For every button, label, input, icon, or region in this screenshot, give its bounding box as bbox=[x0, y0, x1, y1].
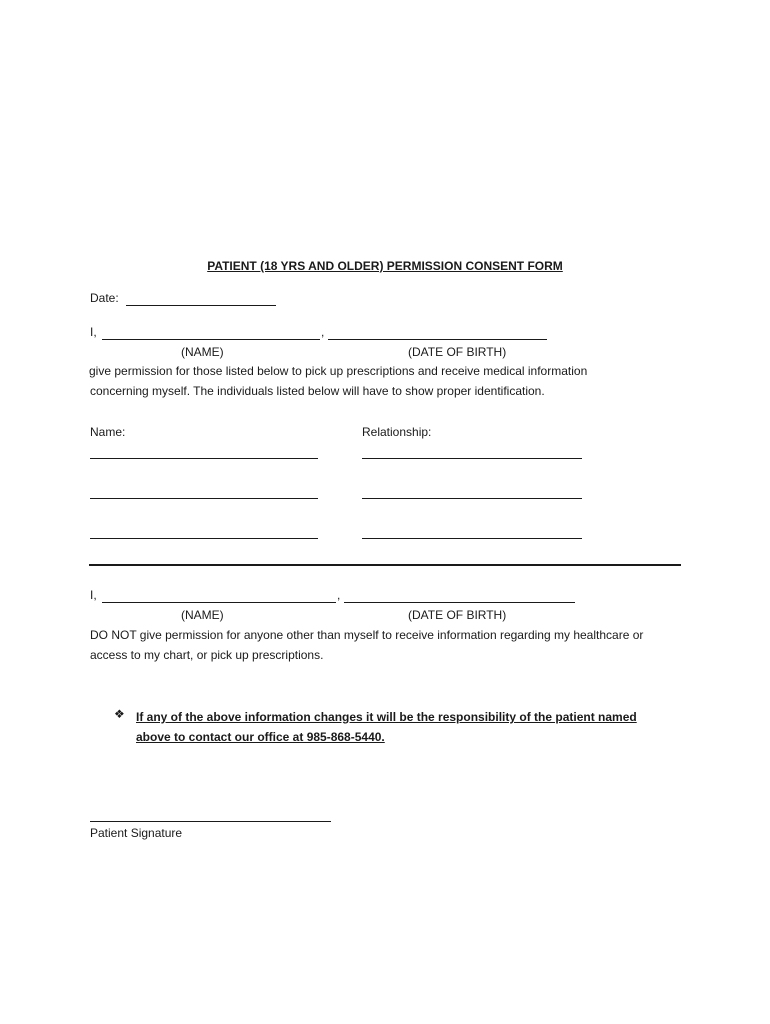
section1-name-field[interactable] bbox=[102, 339, 320, 340]
section1-dob-field[interactable] bbox=[328, 339, 547, 340]
date-field[interactable] bbox=[126, 305, 276, 306]
section2-text-line2: access to my chart, or pick up prescriptions. bbox=[90, 648, 324, 662]
section2-dob-field[interactable] bbox=[344, 602, 575, 603]
signature-label: Patient Signature bbox=[90, 826, 183, 840]
section1-name-caption: (NAME) bbox=[181, 345, 224, 359]
section2-name-field[interactable] bbox=[102, 602, 336, 603]
section-divider bbox=[89, 564, 681, 566]
notice-line1: If any of the above information changes it will be the responsibility of the patient named bbox=[136, 710, 637, 724]
section1-prefix: I, bbox=[90, 325, 97, 339]
section2-dob-caption: (DATE OF BIRTH) bbox=[408, 608, 507, 622]
section2-name-caption: (NAME) bbox=[181, 608, 224, 622]
section2-comma: , bbox=[337, 588, 341, 602]
section2-prefix: I, bbox=[90, 588, 97, 602]
date-label: Date: bbox=[90, 291, 119, 305]
section1-text-line2: concerning myself. The individuals listed below will have to show proper identification. bbox=[90, 384, 545, 398]
relationship-field-1[interactable] bbox=[362, 458, 582, 459]
signature-field[interactable] bbox=[90, 821, 331, 822]
relationship-column-header: Relationship: bbox=[362, 425, 432, 439]
authorized-name-field-2[interactable] bbox=[90, 498, 318, 499]
name-column-header: Name: bbox=[90, 425, 126, 439]
section1-text-line1: give permission for those listed below to pick up prescriptions and receive medical information bbox=[89, 364, 588, 378]
relationship-field-2[interactable] bbox=[362, 498, 582, 499]
diamond-bullet-icon: ❖ bbox=[114, 707, 125, 721]
section2-text-line1: DO NOT give permission for anyone other than myself to receive information regarding my healthcare or bbox=[90, 628, 644, 642]
authorized-name-field-1[interactable] bbox=[90, 458, 318, 459]
notice-line2: above to contact our office at 985-868-5440. bbox=[136, 730, 385, 744]
notice-text bbox=[136, 707, 637, 747]
authorized-name-field-3[interactable] bbox=[90, 538, 318, 539]
form-title: PATIENT (18 YRS AND OLDER) PERMISSION CONSENT FORM bbox=[207, 259, 563, 273]
section1-comma: , bbox=[321, 325, 325, 339]
section1-dob-caption: (DATE OF BIRTH) bbox=[408, 345, 507, 359]
relationship-field-3[interactable] bbox=[362, 538, 582, 539]
